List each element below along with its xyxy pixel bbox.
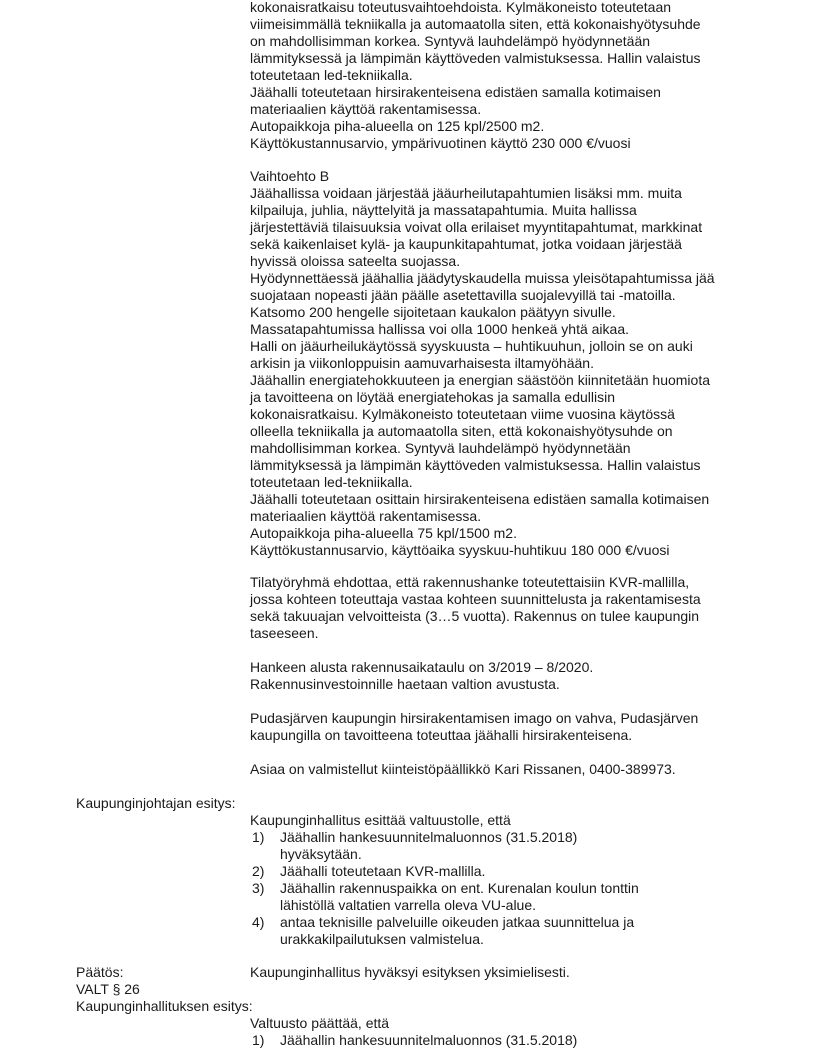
tilatyoryhma-paragraph [250,574,750,642]
paragraph-line: Jäähalli toteutetaan osittain hirsirakenteisena edistäen samalla kotimaisen [250,491,710,507]
paragraph-line: suojataan nopeasti jään päälle asetettavilla suojalevyillä tai -matoilla. [250,287,676,303]
paragraph-line: Autopaikkoja piha-alueella 75 kpl/1500 m2. [250,525,517,541]
paragraph-line: taseeseen. [250,625,319,641]
valmistelija-paragraph [250,761,750,778]
proposal-item [250,1032,750,1049]
proposal-intro: Kaupunginhallitus esittää valtuustolle, että [250,812,511,828]
item-text: Jäähallin hankesuunnitelmaluonnos (31.5.2018) [280,829,578,845]
paragraph-line: Massatapahtumissa hallissa voi olla 1000 henkeä yhtä aikaa. [250,321,630,337]
item-number: 4) [252,914,265,930]
paragraph-line: kokonaisratkaisu. Kylmäkoneisto toteutetaan viime vuosina käytössä [250,406,675,422]
valt-section [250,1015,750,1049]
paragraph-line: lämmityksessä ja lämpimän käyttöveden valmistuksessa. Hallin valaistus [250,457,701,473]
paragraph-line: materiaalien käyttöä rakentamisessa. [250,101,482,117]
item-text: Jäähalli toteutetaan KVR-mallilla. [280,863,486,879]
imago-paragraph [250,710,750,744]
proposal-intro: Valtuusto päättää, että [250,1015,390,1031]
paragraph-line: Jäähallissa voidaan järjestää jääurheilutapahtumien lisäksi mm. muita [250,185,682,201]
item-number: 1) [252,1032,265,1048]
item-text: antaa teknisille palveluille oikeuden jatkaa suunnittelua ja [280,914,635,930]
kaupunginhallituksen-esitys-label: Kaupunginhallituksen esitys: [76,998,253,1014]
paragraph-line: Pudasjärven kaupungin hirsirakentamisen imago on vahva, Pudasjärven [250,710,699,726]
paragraph-line: jossa kohteen toteuttaja vastaa kohteen suunnittelusta ja rakentamisesta [250,591,701,607]
item-text: hyväksytään. [280,846,362,862]
proposal-item [250,829,750,863]
proposal-item [250,863,750,880]
paragraph-line: Jäähallin energiatehokkuuteen ja energian säästöön kiinnitetään huomiota [250,372,710,388]
item-text: Jäähallin rakennuspaikka on ent. Kurenalan koulun tonttin [280,880,639,896]
paragraph-line: järjestettäviä tilaisuuksia voivat olla erilaiset myyntitapahtumat, markkinat [250,219,703,235]
paragraph-line: arkisin ja viikonloppuisin aamuvarhaisesta iltamyöhään. [250,355,594,371]
vaihtoehto-a-section [250,0,750,152]
paragraph-line: materiaalien käyttöä rakentamisessa. [250,508,482,524]
proposal-item [250,914,750,948]
item-text: Jäähallin hankesuunnitelmaluonnos (31.5.2018) [280,1032,578,1048]
paragraph-line: lämmityksessä ja lämpimän käyttöveden valmistuksessa. Hallin valaistus [250,50,701,66]
paragraph-line: Halli on jääurheilukäytössä syyskuusta – huhtikuuhun, jolloin se on auki [250,338,693,354]
preparer-line: Asiaa on valmistellut kiinteistöpäällikkö Kari Rissanen, 0400-389973. [250,761,676,777]
paragraph-line: Autopaikkoja piha-alueella on 125 kpl/2500 m2. [250,118,545,134]
paragraph-line: sekä takuuajan velvoitteista (3…5 vuotta). Rakennus on tulee kaupungin [250,608,700,624]
paragraph-line: kilpailuja, juhlia, näyttelyitä ja massatapahtumia. Muita hallissa [250,202,637,218]
valt-section-number: VALT § 26 [76,981,140,997]
paragraph-line: olleella tekniikalla ja automaatolla siten, että kokonaishyötysuhde on [250,423,673,439]
paragraph-line: on mahdollisimman korkea. Syntyvä lauhdelämpö hyödynnetään [250,33,651,49]
item-number: 3) [252,880,265,896]
item-text: lähistöllä valtatien varrella oleva VU-alue. [280,897,537,913]
paragraph-line: viimeisimmällä tekniikalla ja automaatolla siten, että kokonaishyötysuhde [250,16,701,32]
paragraph-line: Hankeen alusta rakennusaikataulu on 3/2019 – 8/2020. [250,659,594,675]
paatos-label: Päätös: [76,964,124,980]
paragraph-line: Käyttökustannusarvio, ympärivuotinen käyttö 230 000 €/vuosi [250,135,631,151]
paragraph-line: Jäähalli toteutetaan hirsirakenteisena edistäen samalla kotimaisen [250,84,661,100]
item-number: 1) [252,829,265,845]
paragraph-line: toteutetaan led-tekniikalla. [250,67,413,83]
decision-text: Kaupunginhallitus hyväksyi esityksen yksimielisesti. [250,964,570,980]
section-heading: Vaihtoehto B [250,168,330,184]
paragraph-line: Tilatyöryhmä ehdottaa, että rakennushanke toteutettaisiin KVR-mallilla, [250,574,690,590]
kaupunginjohtajan-esitys-section [250,812,750,948]
vaihtoehto-b-section [250,168,750,559]
paragraph-line: Rakennusinvestoinnille haetaan valtion avustusta. [250,676,560,692]
kaupunginjohtajan-esitys-label: Kaupunginjohtajan esitys: [76,795,236,811]
paragraph-line: hyvissä oloissa sateelta suojassa. [250,253,461,269]
item-text: urakkakilpailutuksen valmistelua. [280,931,484,947]
paatos-section [250,964,750,981]
paragraph-line: kokonaisratkaisu toteutusvaihtoehdoista. Kylmäkoneisto toteutetaan [250,0,672,15]
paragraph-line: kaupungilla on tavoitteena toteuttaa jäähalli hirsirakenteisena. [250,727,633,743]
paragraph-line: sekä kaikenlaiset kylä- ja kaupunkitapahtumat, jotka voidaan järjestää [250,236,682,252]
paragraph-line: Hyödynnettäessä jäähallia jäädytyskaudella muissa yleisötapahtumissa jää [250,270,715,286]
paragraph-line: ja tavoitteena on löytää energiatehokas ja samalla edullisin [250,389,616,405]
paragraph-line: mahdollisimman korkea. Syntyvä lauhdelämpö hyödynnetään [250,440,631,456]
paragraph-line: toteutetaan led-tekniikalla. [250,474,413,490]
paragraph-line: Katsomo 200 hengelle sijoitetaan kaukalon päätyyn sivulle. [250,304,616,320]
aikataulu-paragraph [250,659,750,693]
item-number: 2) [252,863,265,879]
paragraph-line: Käyttökustannusarvio, käyttöaika syyskuu-huhtikuu 180 000 €/vuosi [250,542,670,558]
proposal-item [250,880,750,914]
